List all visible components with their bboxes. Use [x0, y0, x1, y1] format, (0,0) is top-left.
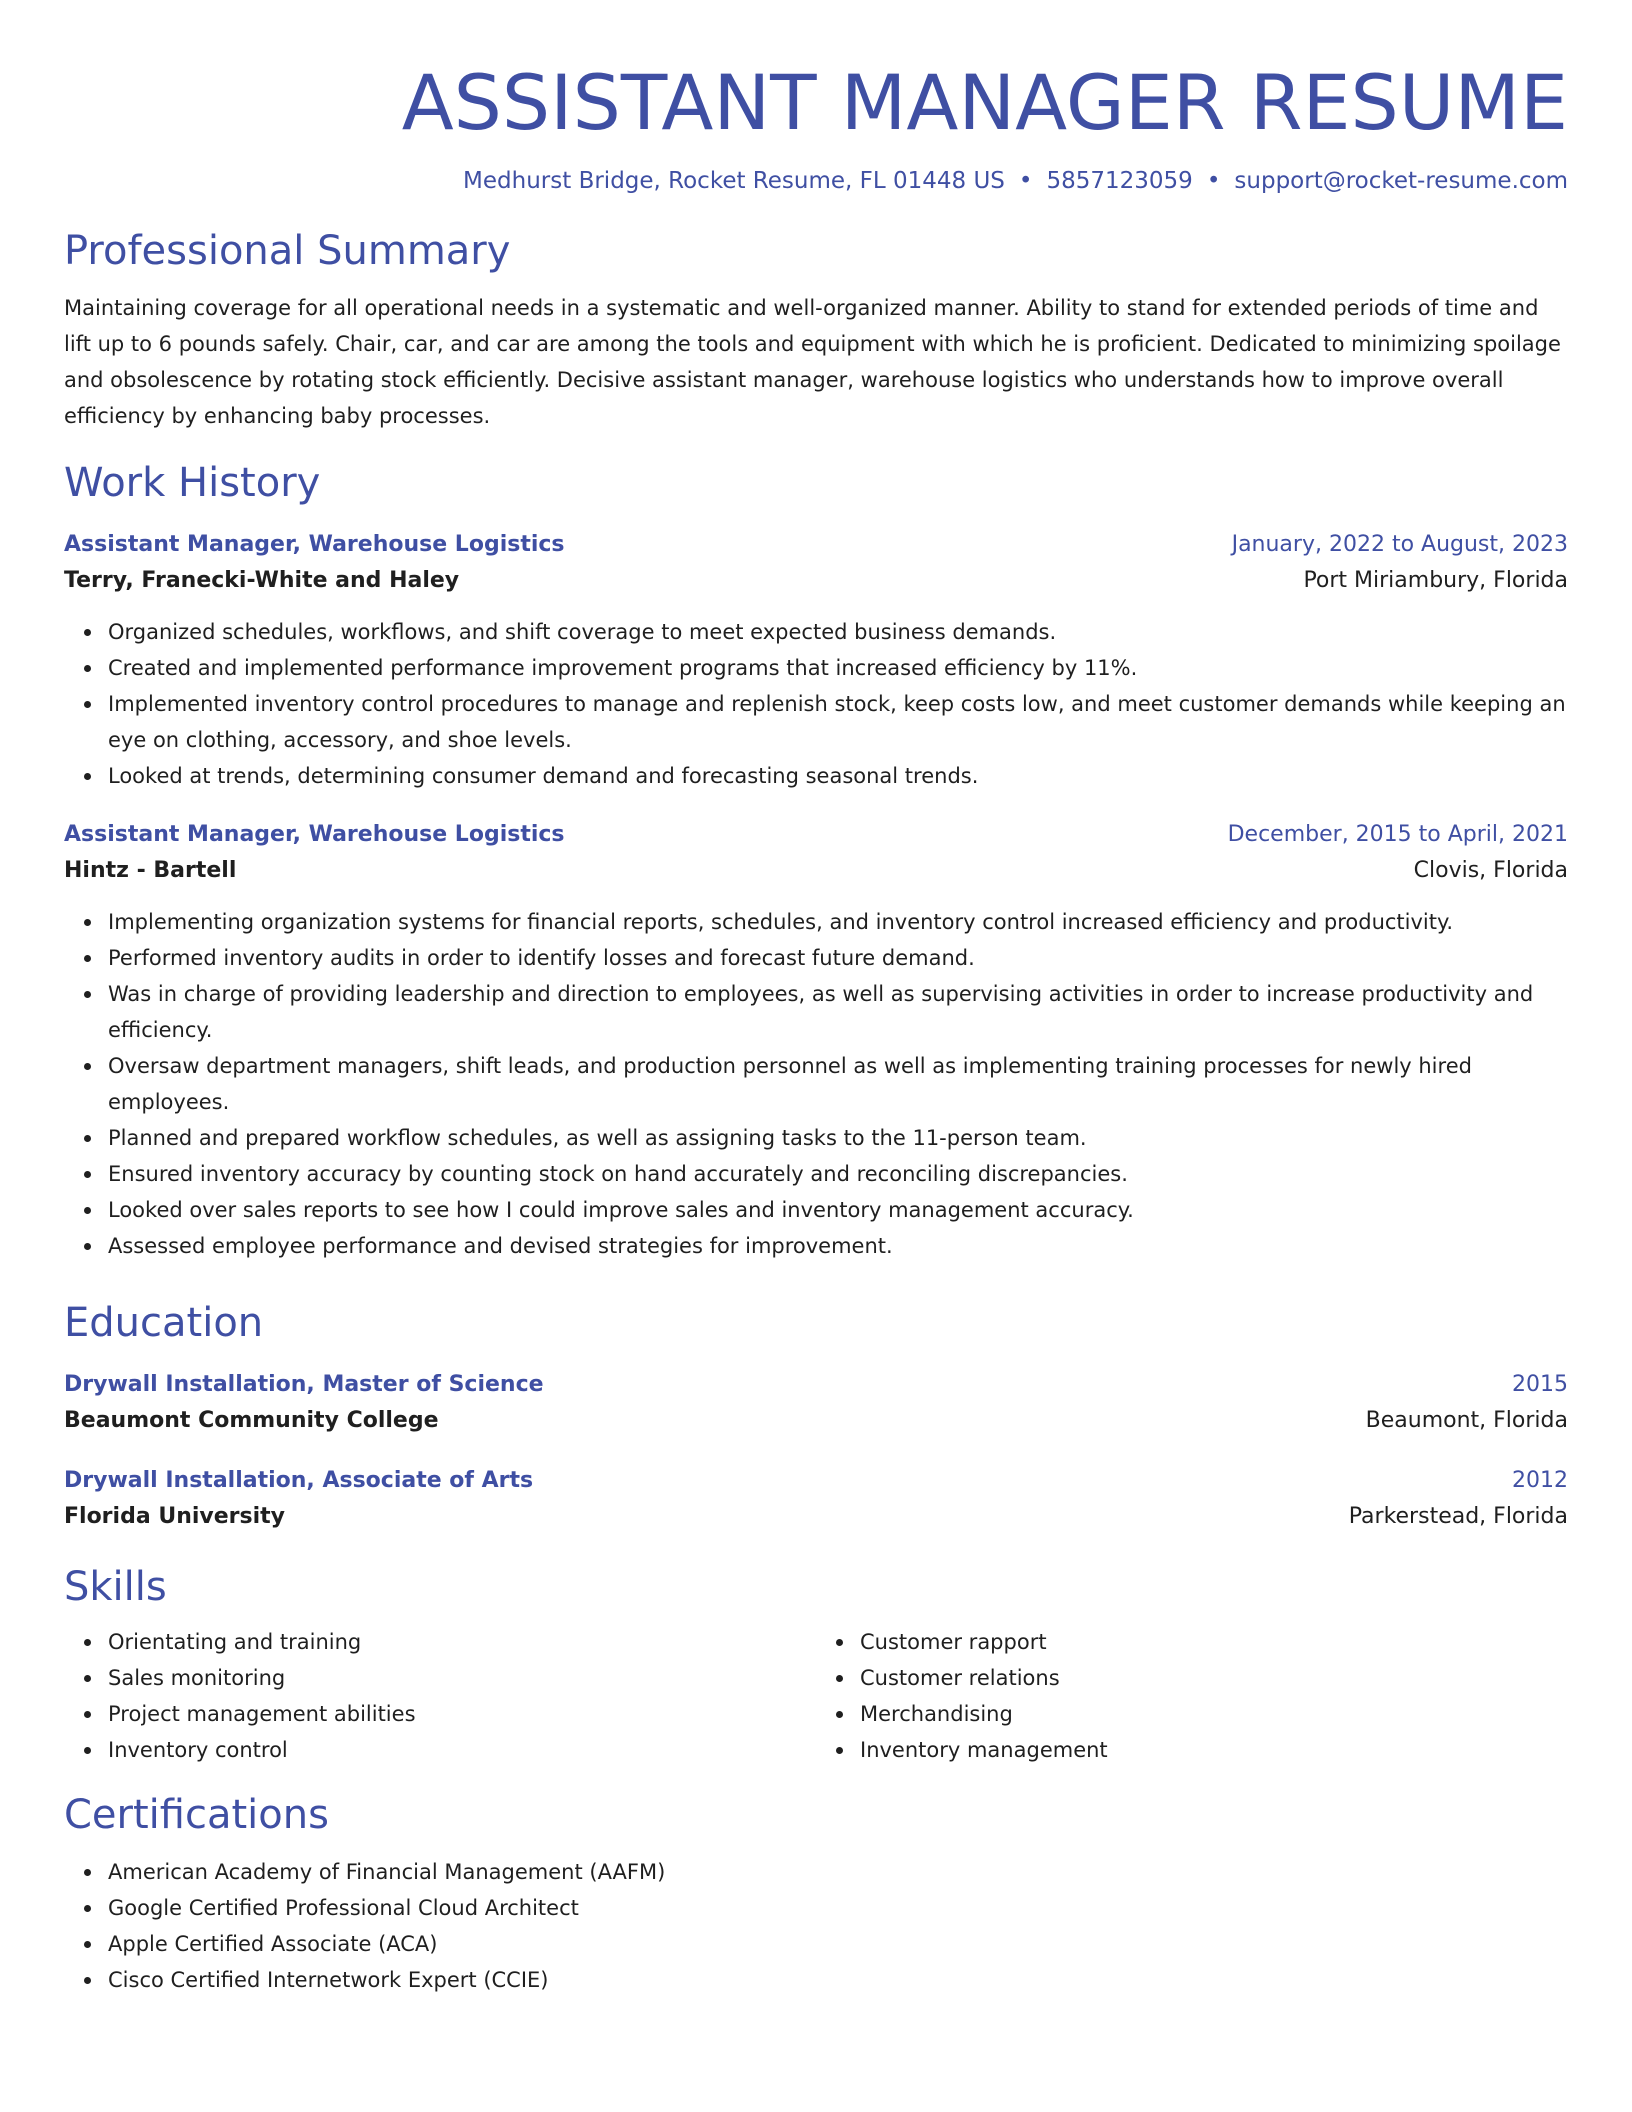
job-bullet: Created and implemented performance improvement programs that increased efficiency by 11%. — [108, 650, 1568, 686]
contact-email[interactable]: support@rocket-resume.com — [1234, 168, 1568, 194]
job-subheader — [64, 562, 1568, 600]
job-company: Hintz - Bartell — [64, 858, 237, 883]
certification-item: Google Certified Professional Cloud Architect — [108, 1890, 1568, 1926]
skill-item: Customer rapport — [860, 1624, 1568, 1660]
job-subheader — [64, 852, 1568, 890]
education-header — [64, 1368, 1568, 1402]
education-school: Florida University — [64, 1504, 285, 1529]
job-entry — [64, 528, 1568, 794]
job-bullet: Looked at trends, determining consumer demand and forecasting seasonal trends. — [108, 758, 1568, 794]
summary-heading: Professional Summary — [64, 228, 511, 274]
education-degree: Drywall Installation, Master of Science — [64, 1372, 544, 1397]
job-bullet: Was in charge of providing leadership and direction to employees, as well as supervising activities in order to increase productivity and efficiency. — [108, 976, 1568, 1048]
job-bullets — [64, 904, 1568, 1264]
job-bullet: Assessed employee performance and devised strategies for improvement. — [108, 1228, 1568, 1264]
resume-title: ASSISTANT MANAGER RESUME — [401, 58, 1568, 147]
job-role: Assistant Manager, Warehouse Logistics — [64, 532, 565, 557]
skills-column-right — [816, 1624, 1568, 1768]
job-header — [64, 818, 1568, 852]
resume-page — [64, 0, 1568, 1998]
job-bullet: Organized schedules, workflows, and shift coverage to meet expected business demands. — [108, 614, 1568, 650]
education-heading: Education — [64, 1300, 264, 1346]
education-location: Beaumont, Florida — [1365, 1408, 1568, 1433]
contact-phone[interactable]: 5857123059 — [1046, 168, 1193, 194]
skill-item: Customer relations — [860, 1660, 1568, 1696]
job-bullet: Implemented inventory control procedures to manage and replenish stock, keep costs low, and meet customer demands while keeping an eye on clothing, accessory, and shoe levels. — [108, 686, 1568, 758]
skill-item: Sales monitoring — [108, 1660, 816, 1696]
job-header — [64, 528, 1568, 562]
certification-item: Cisco Certified Internetwork Expert (CCIE) — [108, 1962, 1568, 1998]
contact-address: Medhurst Bridge, Rocket Resume, FL 01448 US — [463, 168, 1005, 194]
summary-text: Maintaining coverage for all operational needs in a systematic and well-organized manner. Ability to stand for extended periods of time and lift up to 6 pounds safely. Chair, car, and car are among the tools and equipment with which he is proficient. Dedicated to minimizing spoilage and obsolescence by rotating stock efficiently. Decisive assistant manager, warehouse logistics who understands how to improve overall efficiency by enhancing baby processes. — [64, 296, 1561, 428]
job-location: Clovis, Florida — [1413, 858, 1568, 883]
certification-item: Apple Certified Associate (ACA) — [108, 1926, 1568, 1962]
education-year: 2012 — [1512, 1468, 1568, 1493]
education-entry — [64, 1464, 1568, 1536]
job-dates: December, 2015 to April, 2021 — [1227, 822, 1568, 847]
job-bullet: Implementing organization systems for financial reports, schedules, and inventory control increased efficiency and productivity. — [108, 904, 1568, 940]
education-school: Beaumont Community College — [64, 1408, 439, 1433]
job-role: Assistant Manager, Warehouse Logistics — [64, 822, 565, 847]
job-bullet: Planned and prepared workflow schedules, as well as assigning tasks to the 11-person team. — [108, 1120, 1568, 1156]
work-history-heading: Work History — [64, 460, 321, 506]
skill-item: Project management abilities — [108, 1696, 816, 1732]
education-location: Parkerstead, Florida — [1348, 1504, 1568, 1529]
job-location: Port Miriambury, Florida — [1303, 568, 1568, 593]
education-subheader — [64, 1402, 1568, 1440]
skill-item: Orientating and training — [108, 1624, 816, 1660]
contact-line — [64, 166, 1568, 196]
certifications-list — [64, 1854, 1568, 1998]
job-bullet: Ensured inventory accuracy by counting stock on hand accurately and reconciling discrepancies. — [108, 1156, 1568, 1192]
job-bullet: Oversaw department managers, shift leads, and production personnel as well as implementing training processes for newly hired employees. — [108, 1048, 1568, 1120]
certification-item: American Academy of Financial Management (AAFM) — [108, 1854, 1568, 1890]
contact-separator: • — [1206, 168, 1221, 194]
skills-heading: Skills — [64, 1564, 167, 1610]
education-year: 2015 — [1512, 1372, 1568, 1397]
education-degree: Drywall Installation, Associate of Arts — [64, 1468, 534, 1493]
job-bullet: Looked over sales reports to see how I could improve sales and inventory management accuracy. — [108, 1192, 1568, 1228]
job-bullets — [64, 614, 1568, 794]
skill-item: Merchandising — [860, 1696, 1568, 1732]
contact-separator: • — [1018, 168, 1033, 194]
skills-grid — [64, 1624, 1568, 1768]
skills-column-left — [64, 1624, 816, 1768]
skill-item: Inventory control — [108, 1732, 816, 1768]
skill-item: Inventory management — [860, 1732, 1568, 1768]
education-header — [64, 1464, 1568, 1498]
job-company: Terry, Franecki-White and Haley — [64, 568, 460, 593]
job-bullet: Performed inventory audits in order to identify losses and forecast future demand. — [108, 940, 1568, 976]
job-dates: January, 2022 to August, 2023 — [1231, 532, 1568, 557]
education-subheader — [64, 1498, 1568, 1536]
education-entry — [64, 1368, 1568, 1440]
job-entry — [64, 818, 1568, 1264]
certifications-heading: Certifications — [64, 1792, 329, 1838]
